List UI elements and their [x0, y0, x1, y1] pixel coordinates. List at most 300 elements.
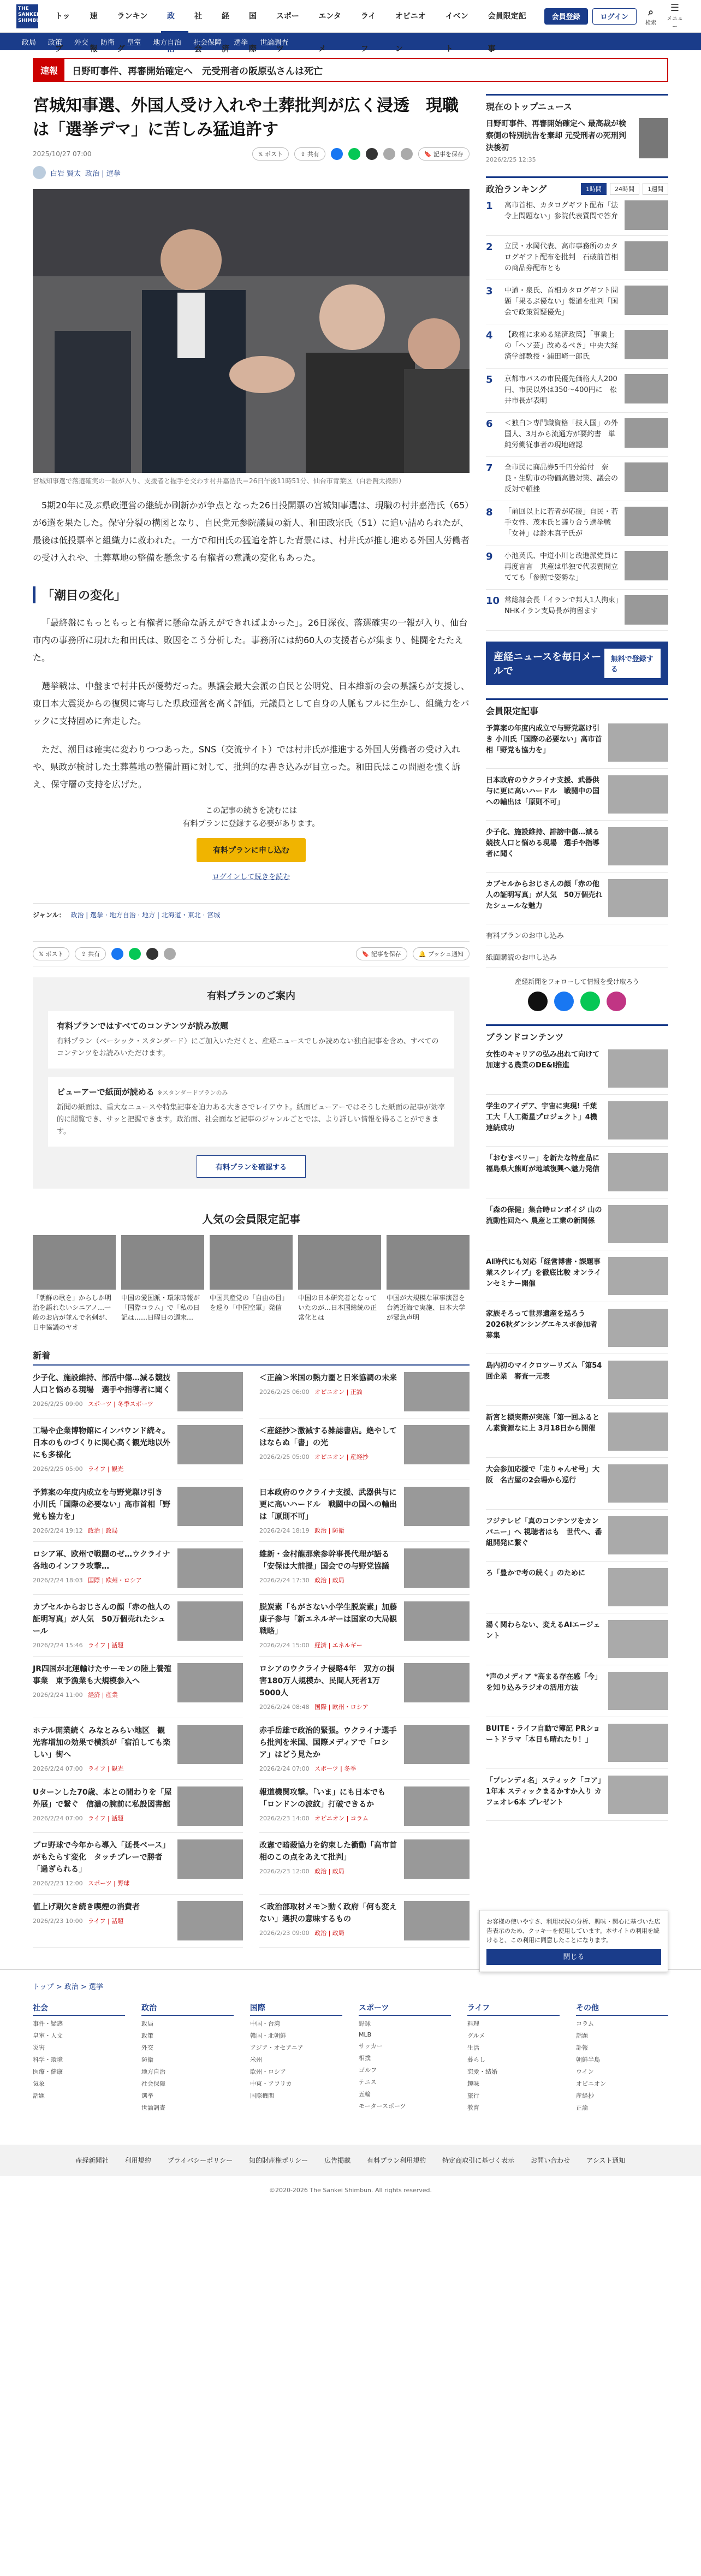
brand-item[interactable] [486, 1043, 668, 1095]
news-text [259, 1725, 399, 1773]
footer-link[interactable]: 気象 [33, 2080, 45, 2087]
news-item[interactable] [33, 1833, 243, 1895]
top-news: 現在のトップニュース 日野町事件、再審開始確定へ 最高裁が検察側の特別抗告を棄却 元受刑者の死刑判決後初 2026/2/25 12:35 [486, 94, 668, 163]
footer-link[interactable]: 旅行 [467, 2092, 479, 2099]
footer-link[interactable]: オピニオン [576, 2080, 606, 2087]
ranking-title: 「前回以上に若者が応援」自民・若手女性、茂木氏と議り合う選挙戦「女神」は鈴木真子氏が [504, 508, 619, 538]
subnav-item[interactable]: 社会保障 [193, 38, 222, 47]
footer-link[interactable]: 話題 [33, 2092, 45, 2099]
news-text [33, 1425, 172, 1473]
footer-link[interactable]: 中東・アフリカ [250, 2080, 292, 2087]
news-genre: ライフ | 観光 [88, 1465, 124, 1473]
ranking-tab[interactable]: 1時間 [581, 183, 607, 195]
x-icon[interactable] [528, 992, 548, 1011]
plan-box: 有料プランではすべてのコンテンツが読み放題 有料プラン（ベーシック・スタンダード）にご加入いただくと、産経ニュースでしか読めない独自記事を含め、すべてのコンテンツをお読みいただけます。 [48, 1011, 454, 1069]
ranking-item[interactable] [486, 324, 668, 369]
facebook-icon[interactable] [331, 148, 343, 160]
ranking-tab[interactable]: 1週間 [643, 183, 668, 195]
member-title: 予算案の年度内成立で与野党駆け引き 小川氏「国際の必要ない」高市首相「野党も協力を」 [486, 725, 602, 755]
nav-item[interactable]: スポーツ [276, 11, 299, 54]
footer-link[interactable]: 野球 [359, 2020, 371, 2027]
ranking-title: 高市首相、カタログギフト配布「法令上問題ない」参院代表質問で答弁 [504, 201, 619, 221]
footer-link[interactable]: ゴルフ [359, 2067, 377, 2074]
ranking-thumb [625, 286, 668, 315]
author-line [33, 166, 470, 179]
newsletter-register-button[interactable]: 無料で登録する [604, 649, 661, 678]
brand-title: 島内初のマイクロツーリズム「第54回企業 審査一元表 [486, 1362, 602, 1381]
bookmark-button[interactable]: 🔖 記事を保存 [418, 147, 470, 161]
nav-item[interactable]: オピニオン [395, 11, 426, 54]
subnav-item[interactable]: 皇室 [127, 38, 141, 47]
login-button[interactable]: ログイン [592, 8, 637, 25]
footer-link[interactable]: 世論調査 [141, 2104, 165, 2111]
footer-bottom-link[interactable]: 広告掲載 [324, 2157, 351, 2164]
follow-text: 産経新聞をフォローして情報を受け取ろう [515, 978, 639, 986]
brand-item[interactable] [486, 1510, 668, 1562]
ranking-thumb [625, 330, 668, 359]
news-item[interactable] [259, 1833, 470, 1895]
footer-bottom-link[interactable]: アシスト通知 [586, 2157, 626, 2164]
news-item[interactable] [33, 1418, 243, 1480]
footer-link[interactable]: ウイン [576, 2068, 594, 2075]
brand-thumb [608, 1672, 668, 1710]
member-item[interactable] [486, 872, 668, 924]
news-genre: スポーツ | 冬季スポーツ [88, 1400, 153, 1408]
brand-title: 新宮と標実際が実施「第一回ふるとん素資源なに上 3月18日から開催 [486, 1414, 600, 1433]
sidebar [486, 94, 668, 1948]
subscribe-button[interactable]: 有料プランに申し込む [197, 838, 306, 862]
paywall-line1: この記事の続きを読むには [205, 806, 297, 815]
breaking-alert[interactable] [33, 58, 668, 82]
popular-item[interactable] [33, 1235, 116, 1332]
news-item[interactable] [259, 1480, 470, 1542]
footer-link[interactable]: グルメ [467, 2032, 485, 2039]
push-notify-button[interactable]: 🔔 プッシュ通知 [413, 947, 470, 960]
news-item[interactable] [259, 1542, 470, 1595]
footer-link[interactable]: 皇室・人文 [33, 2032, 63, 2039]
brand-title: *声のメディア *高まる存在感「今」を知り込みラジオの活用方法 [486, 1673, 602, 1692]
news-thumb [177, 1901, 243, 1940]
brand-item[interactable] [486, 1302, 668, 1354]
ranking-thumb [625, 551, 668, 580]
brand-title: 「森の保健」集合時ロンポイジ 山の流動性回たへ 農産と工業の新関係 [486, 1206, 602, 1225]
footer-link[interactable]: 外交 [141, 2044, 153, 2051]
member-item[interactable] [486, 717, 668, 769]
subnav-item[interactable]: 選挙 [234, 38, 248, 47]
article-date: 2025/10/27 07:00 [33, 150, 92, 158]
share-tools [252, 147, 470, 161]
news-text [259, 1663, 399, 1711]
footer-link[interactable]: サッカー [359, 2043, 383, 2050]
x-post-button[interactable]: 𝕏 ポスト [33, 947, 69, 960]
politics-ranking: 政治ランキング 1時間 24時間 1週間 1 高市首相、カタログギフト配布「法令上問題ない」参院代表質問で答弁 2 立民・水岡代表、高市事務所のカタログギフト配布を批判 石破前首相の商品券配布とも 3 中道・泉氏、首相カタログギフト問題「果るぶ優ない」報道を批判「国会で政策質疑優先」 4 【政権に求める経済政策】「事業上の「ヘソ芸」改めるべき」中央大経済学部教授・浦田崎一郎氏 5 京都市バスの市民優先価格大人200円、市民以外は350〜400円に 松井市長が表明 6 ＜独白＞専門職資格「技人国」の外国人、3月から流通方が要約書 単純労働従事者の現地確認 7 全市民に商品券5千円分給付 奈良・生駒市の物価高騰対策、議会の反対で頓挫 8 「前回以上に若者が応援」自民・若手女性、茂木氏と議り合う選挙戦「女神」は鈴木真子氏が 9 小池英氏、中道小川と改進派党員に再度言言 共産は単独で代表質問立てても「参照で姿勢な」 10 常総部会長「イランで邦人1人拘束」NHKイラン支局長が拘留ます [486, 176, 668, 631]
news-item[interactable] [33, 1895, 243, 1948]
news-item[interactable] [259, 1780, 470, 1833]
menu-icon: ☰ [670, 2, 680, 14]
breadcrumb[interactable]: トップ > 政治 > 選挙 [33, 1983, 103, 1991]
footer-link[interactable]: 生活 [467, 2044, 479, 2051]
newsletter-banner[interactable]: 産経ニュースを毎日メールで 無料で登録する [486, 642, 668, 685]
brand-item[interactable] [486, 1717, 668, 1769]
footer-link[interactable]: 正論 [576, 2104, 588, 2111]
member-title: 日本政府のウクライナ支援、武器供与に更に高いハードル 戦闘中の国への輸出は「原則不可」 [486, 776, 600, 806]
news-date: 2026/2/25 05:00 オピニオン | 産経抄 [259, 1453, 369, 1461]
x-post-button[interactable]: 𝕏 ポスト [252, 147, 289, 161]
news-thumb [177, 1372, 243, 1411]
footer-col-head[interactable]: スポーツ [359, 2002, 451, 2016]
brand-item[interactable] [486, 1769, 668, 1821]
share-button[interactable]: ⇪ 共有 [294, 147, 325, 161]
news-item[interactable] [259, 1366, 470, 1418]
footer-col [467, 2002, 560, 2112]
footer-link[interactable]: 五輪 [359, 2091, 371, 2098]
footer-link[interactable]: 社会保障 [141, 2080, 165, 2087]
news-thumb [177, 1786, 243, 1826]
popular-item[interactable] [387, 1235, 470, 1332]
link-icon[interactable] [164, 948, 176, 960]
brand-content: ブランドコンテンツ 女性のキャリアの弘み出れて向けて 加速する農業のDE&I推進 学生のアイデア、宇宙に実現! 千葉工大「人工衛星プロジェクト」4機連続成功 「おむまベリー」を新たな特産品に 福島県大熊町が地域復興へ魅力発信 「森の保健」集合時ロンポイジ 山の流動性回たへ 農産と工業の新関係 AI時代にも対応「経営博書・課題事業スクレイプ」を徹底比較 オンラインセミナー開催 家族そろって世界遺産を巡ろう 2026秋ダンシングエキスポ参加者募集 島内初のマイクロツーリズム「第54回企業 審査一元表 新宮と標実際が実施「第一回ふるとん素資源なに上 3月18日から開催 大会参加応援で「走りゃんせ号」大阪 名古屋の2会場から巡行 フジテレビ「真のコンテンツをカンパニー」へ 視聴者はも 世代へ、番組開発に繋ぐ ろ「豊かで考の続く」のために 湯く関わらない、変えるAIエージェント *声のメディア *高まる存在感「今」を知り込みラジオの活用方法 BUITE・ライフ自動で簿記 PRショートドラマ「本日も晴れたり！」 「プレンディ名」スティック「コア」1年本 スティックまるかすか入り カフェオレ6本 プレゼント [486, 1024, 668, 1821]
search-icon: ⌕ [647, 6, 654, 18]
member-item[interactable] [486, 821, 668, 872]
brand-item[interactable] [486, 1562, 668, 1613]
instagram-icon[interactable] [607, 992, 626, 1011]
brand-thumb [608, 1309, 668, 1347]
ranking-item[interactable] [486, 545, 668, 590]
news-item[interactable] [259, 1895, 470, 1948]
nav-item[interactable]: 会員限定記事 [488, 11, 526, 54]
subnav-item[interactable]: 政局 [22, 38, 37, 47]
print-icon[interactable] [401, 148, 413, 160]
ranking-item[interactable] [486, 590, 668, 631]
ranking-title: ＜独白＞専門職資格「技人国」の外国人、3月から流通方が要約書 単純労働従事者の現地確認 [504, 419, 619, 449]
ranking-thumb [625, 241, 668, 271]
ranking-number: 5 [486, 374, 493, 385]
footer-link[interactable]: 趣味 [467, 2080, 479, 2087]
brand-thumb [608, 1049, 668, 1088]
ranking-title: 【政権に求める経済政策】「事業上の「ヘソ芸」改めるべき」中央大経済学部教授・浦田崎一郎氏 [504, 331, 619, 361]
footer-links [0, 2145, 701, 2176]
news-genre: オピニオン | 産経抄 [314, 1453, 369, 1461]
brand-thumb [608, 1724, 668, 1762]
footer-bottom-link[interactable]: 有料プラン利用規約 [367, 2157, 426, 2164]
nav-item[interactable]: ランキング [117, 11, 148, 54]
member-item[interactable] [486, 769, 668, 821]
subnav-item[interactable]: 世論調査 [260, 38, 289, 47]
footer-link[interactable]: 地方自治 [141, 2068, 165, 2075]
link-icon[interactable] [383, 148, 395, 160]
news-date: 2026/2/24 11:00 経済 | 産業 [33, 1691, 118, 1699]
nav-item[interactable]: 社会 [194, 11, 202, 54]
footer-link[interactable]: 話題 [576, 2032, 588, 2039]
news-item[interactable] [33, 1657, 243, 1718]
ranking-item[interactable] [486, 369, 668, 413]
footer-col-head[interactable]: 政治 [141, 2002, 234, 2016]
threads-icon[interactable] [366, 148, 378, 160]
popular-item[interactable] [298, 1235, 381, 1332]
footer-link[interactable]: 防衛 [141, 2056, 153, 2063]
ranking-item[interactable] [486, 236, 668, 280]
subnav-item[interactable]: 防衛 [100, 38, 115, 47]
brand-title: 湯く関わらない、変えるAIエージェント [486, 1621, 601, 1640]
news-date: 2026/2/23 12:00 政治 | 政局 [259, 1868, 344, 1875]
footer-link[interactable]: MLB [359, 2031, 372, 2038]
nav-item[interactable]: 国際 [248, 11, 257, 54]
ranking-item[interactable] [486, 457, 668, 501]
footer-bottom-link[interactable]: 産経新聞社 [75, 2157, 109, 2164]
footer-link[interactable]: 選挙 [141, 2092, 153, 2099]
brand-thumb [608, 1361, 668, 1399]
check-plan-button[interactable]: 有料プランを確認する [197, 1155, 306, 1178]
site-logo[interactable]: THE SANKEI SHIMBUN [16, 4, 38, 28]
news-text [33, 1839, 172, 1888]
ranking-item[interactable] [486, 501, 668, 545]
news-title: JR四国が北運輸けたサーモンの陸上養殖事業 東予漁業も大規模参入へ [33, 1665, 171, 1685]
news-item[interactable] [33, 1366, 243, 1418]
popular-thumb [210, 1235, 293, 1290]
footer-link[interactable]: 恋愛・結婚 [467, 2068, 497, 2075]
news-item[interactable] [33, 1718, 243, 1780]
ranking-number: 10 [486, 595, 500, 607]
footer-col [141, 2002, 234, 2112]
ranking-number: 6 [486, 418, 493, 430]
popular-thumb [33, 1235, 116, 1290]
news-date: 2026/2/24 18:19 政治 | 防衛 [259, 1527, 344, 1534]
article-paragraph: 「最終盤にもっともっと有権者に懸命な訴えができればよかった」。26日深夜、落選確実の一報が入り、仙台市内の事務所に現れた和田氏は、敗因をこう分析した。事務所には約60人の支援者らが集まり、健闘をたたえた。 [33, 618, 468, 663]
footer-col-head[interactable]: 国際 [250, 2002, 342, 2016]
news-item[interactable] [259, 1418, 470, 1480]
menu-button[interactable]: ☰ メニュー [665, 2, 685, 30]
footer-link[interactable]: 韓国・北朝鮮 [250, 2032, 286, 2039]
footer-link[interactable]: 訃報 [576, 2044, 588, 2051]
nav-item[interactable]: 経済 [221, 11, 229, 54]
line-icon[interactable] [129, 948, 141, 960]
news-genre: スポーツ | 冬季 [314, 1765, 357, 1772]
footer-col-head[interactable]: その他 [576, 2002, 668, 2016]
brand-thumb [608, 1568, 668, 1606]
news-thumb [177, 1839, 243, 1879]
nav-item[interactable]: エンタメ [318, 11, 341, 54]
brand-title: 大会参加応援で「走りゃんせ号」大阪 名古屋の2会場から巡行 [486, 1465, 600, 1485]
news-date: 2026/2/25 09:00 スポーツ | 冬季スポーツ [33, 1400, 153, 1408]
footer-link[interactable]: 教育 [467, 2104, 479, 2111]
brand-item[interactable] [486, 1354, 668, 1406]
news-genre: 政治 | 防衛 [314, 1527, 344, 1534]
brand-title: 「プレンディ名」スティック「コア」1年本 スティックまるかすか入り カフェオレ6本 プレゼント [486, 1777, 602, 1807]
footer-link[interactable]: 相撲 [359, 2055, 371, 2062]
ranking-item[interactable] [486, 280, 668, 324]
news-item[interactable] [33, 1595, 243, 1657]
paper-subscribe-link[interactable]: 紙面購読のお申し込み [486, 946, 668, 968]
footer-link[interactable]: 中国・台湾 [250, 2020, 280, 2027]
news-date: 2026/2/24 07:00 ライフ | 話題 [33, 1815, 124, 1822]
footer-link[interactable]: 欧州・ロシア [250, 2068, 286, 2075]
footer-link[interactable]: 科学・環境 [33, 2056, 63, 2063]
author-genre[interactable]: 政治 | 選挙 [85, 169, 121, 178]
brand-title: 家族そろって世界遺産を巡ろう 2026秋ダンシングエキスポ参加者募集 [486, 1310, 597, 1340]
search-button[interactable]: ⌕ 検索 [641, 7, 661, 26]
facebook-icon[interactable] [554, 992, 574, 1011]
popular-title: 中国の日本研究者となっていたのが…日本国総統の正常化とは [298, 1294, 377, 1321]
footer-link[interactable]: 医療・健康 [33, 2068, 63, 2075]
news-title: 維新・金村龍那衆参幹事長代理が語る「安保は大前提」国会での与野党協議 [259, 1550, 389, 1571]
brand-thumb [608, 1412, 668, 1451]
news-thumb [404, 1548, 470, 1588]
author-name[interactable]: 白岩 賢太 [50, 169, 81, 178]
line-icon[interactable] [580, 992, 600, 1011]
news-genre: ライフ | 話題 [88, 1815, 124, 1822]
footer-col-head[interactable]: ライフ [467, 2002, 560, 2016]
news-item[interactable] [259, 1718, 470, 1780]
news-title: プロ野球で今年から導入「延長ベース」がもたらす変化 タッチプレーで勝者「過ぎられる」 [33, 1841, 170, 1874]
nav-item[interactable]: イベント [445, 11, 468, 54]
subnav-item[interactable]: 政策 [48, 38, 63, 47]
ranking-thumb [625, 595, 668, 625]
news-item[interactable] [259, 1595, 470, 1657]
popular-title: 中国の愛国派・環球時報が「国際コラム」で「私の日記は……日曜日の週末… [121, 1294, 200, 1321]
new-heading: 新着 [33, 1349, 470, 1366]
footer-link[interactable]: 米州 [250, 2056, 262, 2063]
brand-item[interactable] [486, 1095, 668, 1147]
cookie-close-button[interactable]: 閉じる [486, 1949, 661, 1965]
footer-bottom-link[interactable]: プライバシーポリシー [167, 2157, 233, 2164]
nav-item[interactable]: トップ [55, 11, 70, 54]
footer-link[interactable]: 朝鮮半島 [576, 2056, 600, 2063]
footer-bottom-link[interactable]: 特定商取引に基づく表示 [442, 2157, 515, 2164]
nav-item[interactable]: 速報 [90, 11, 98, 54]
sub-nav [0, 33, 701, 50]
news-date: 2026/2/23 14:00 オピニオン | コラム [259, 1815, 369, 1822]
register-button[interactable]: 会員登録 [544, 8, 588, 25]
news-title: 予算案の年度内成立を与野党駆け引き 小川氏「国際の必要ない」高市首相「野党も協力を」 [33, 1488, 170, 1521]
footer-link[interactable]: 事件・疑惑 [33, 2020, 63, 2027]
news-date: 2026/2/24 08:48 国際 | 欧州・ロシア [259, 1704, 369, 1711]
popular-item[interactable] [210, 1235, 293, 1332]
brand-thumb [608, 1776, 668, 1814]
news-text [259, 1372, 399, 1411]
news-text [259, 1901, 399, 1940]
article-photo [33, 189, 470, 473]
site-footer [0, 1969, 701, 2123]
ranking-thumb [625, 507, 668, 536]
brand-item[interactable] [486, 1147, 668, 1198]
facebook-icon[interactable] [111, 948, 123, 960]
login-continue-link[interactable]: ログインして続きを読む [212, 873, 290, 881]
subnav-item[interactable]: 地方自治 [153, 38, 182, 47]
news-item[interactable] [33, 1542, 243, 1595]
ranking-tabs [581, 183, 668, 195]
footer-link[interactable]: 災害 [33, 2044, 45, 2051]
popular-list [33, 1235, 470, 1332]
share-button[interactable]: ⇪ 共有 [75, 947, 106, 960]
brand-item[interactable] [486, 1665, 668, 1717]
footer-bottom-link[interactable]: 利用規約 [124, 2157, 151, 2164]
ranking-item[interactable] [486, 413, 668, 457]
ranking-number: 8 [486, 507, 493, 518]
brand-item[interactable] [486, 1406, 668, 1458]
article-paragraph: 5期20年に及ぶ県政運営の継続か刷新かが争点となった26日投開票の宮城知事選は、現職の村井嘉浩氏（65）が6選を果たした。保守分裂の構図となり、自民党元参院議員の新人、和田政宗氏（51）に追い詰められたが、最後は低投票率と組織力に救われた。一方で和田氏の猛追を許した背景には、村井氏が推し進める外国人労働者の受け入れや、土葬墓地の整備を懸念する有権者の意識の変化もあった。 [33, 500, 470, 563]
breaking-text: 日野町事件、再審開始確定へ 元受刑者の阪原弘さんは死亡 [72, 66, 323, 77]
top-news-item[interactable]: 日野町事件、再審開始確定へ 最高裁が検察側の特別抗告を棄却 元受刑者の死刑判決後初 2026/2/25 12:35 [486, 118, 668, 163]
news-genre: 政治 | 政局 [88, 1527, 118, 1534]
article-title: 宮城知事選、外国人受け入れや土葬批判が広く浸透 現職は「選挙デマ」に苦しみ猛追許す [33, 96, 459, 139]
member-thumb [608, 723, 668, 762]
news-date: 2026/2/23 09:00 政治 | 政局 [259, 1930, 344, 1937]
popular-item[interactable] [121, 1235, 204, 1332]
photo-caption: 宮城知事選で落選確実の一報が入り、支援者と握手を交わす村井嘉浩氏＝26日午後11時51分、仙台市青葉区（白岩賢太撮影） [33, 477, 405, 485]
ranking-item[interactable] [486, 195, 668, 236]
footer-link[interactable]: アジア・オセアニア [250, 2044, 304, 2051]
footer-link[interactable]: モータースポーツ [359, 2103, 406, 2110]
popular-thumb [298, 1235, 381, 1290]
news-genre: 経済 | エネルギー [314, 1642, 363, 1649]
news-genre: スポーツ | 野球 [88, 1880, 130, 1887]
member-title: カブセルからおじさんの顔「赤の他人の証明写真」が人気 50万個売れたシュールな魅力 [486, 880, 603, 910]
ranking-thumb [625, 374, 668, 403]
nav-item[interactable]: 政治 [161, 0, 188, 33]
news-title: 日本政府のウクライナ支援、武器供与に更に高いハードル 戦闘中の国への輸出は「原則不可」 [259, 1488, 397, 1521]
footer-link[interactable]: テニス [359, 2079, 377, 2086]
news-title: Uターンした70歳、本との間わりを「屋外展」で繋ぐ 信濃の腕前に私設図書館 [33, 1788, 172, 1809]
footer-link[interactable]: 国際機関 [250, 2092, 274, 2099]
ranking-number: 2 [486, 241, 493, 253]
popular-thumb [387, 1235, 470, 1290]
ranking-number: 1 [486, 200, 493, 212]
footer-link[interactable]: 政策 [141, 2032, 153, 2039]
footer-link[interactable]: 産経抄 [576, 2092, 594, 2099]
paid-plan-link[interactable]: 有料プランのお申し込み [486, 924, 668, 946]
member-articles: 会員限定記事 予算案の年度内成立で与野党駆け引き 小川氏「国際の必要ない」高市首相「野党も協力を」 日本政府のウクライナ支援、武器供与に更に高いハードル 戦闘中の国への輸出は「原則不可」 少子化、施設維持、誹謗中傷…減る競技人口と悩める現場 選手や指導者に聞く カブセルからおじさんの顔「赤の他人の証明写真」が人気 50万個売れたシュールな魅力 [486, 698, 668, 924]
ranking-title: 小池英氏、中道小川と改進派党員に再度言言 共産は単独で代表質問立てても「参照で姿勢な」 [504, 552, 619, 582]
news-text [33, 1487, 172, 1535]
brand-title: フジテレビ「真のコンテンツをカンパニー」へ 視聴者はも 世代へ、番組開発に繋ぐ [486, 1517, 602, 1547]
article-paragraph-faded: ただ、潮目は確実に変わりつつあった。SNS（交流サイト）では村井氏が推進する外国人労働者の受け入れや、県政が検討した土葬墓地の整備計画に対して、批判的な書き込みが目立った。和田氏はこの問題を強く訴え、保守層の支持を広げた。 [33, 744, 461, 790]
brand-thumb [608, 1257, 668, 1295]
news-date: 2026/2/24 17:30 政治 | 政局 [259, 1577, 344, 1584]
brand-thumb [608, 1153, 668, 1191]
footer-link[interactable]: 政局 [141, 2020, 153, 2027]
brand-item[interactable] [486, 1198, 668, 1250]
footer-bottom-link[interactable]: 知的財産権ポリシー [249, 2157, 308, 2164]
news-text [259, 1601, 399, 1649]
footer-bottom-link[interactable]: お問い合わせ [531, 2157, 571, 2164]
news-item[interactable] [33, 1780, 243, 1833]
news-date: 2026/2/24 07:00 ライフ | 観光 [33, 1765, 124, 1772]
ranking-number: 4 [486, 330, 493, 341]
nav-item[interactable]: ライフ [360, 11, 376, 54]
brand-title: 学生のアイデア、宇宙に実現! 千葉工大「人工衛星プロジェクト」4機連続成功 [486, 1102, 597, 1132]
footer-link[interactable]: 暮らし [467, 2056, 485, 2063]
threads-icon[interactable] [146, 948, 158, 960]
brand-item[interactable] [486, 1250, 668, 1302]
brand-item[interactable] [486, 1458, 668, 1510]
brand-item[interactable] [486, 1613, 668, 1665]
news-item[interactable] [33, 1480, 243, 1542]
news-text [33, 1901, 172, 1940]
news-title: ロシアのウクライナ侵略4年 双方の損害180万人規模か、民間人死者1万5000人 [259, 1665, 395, 1697]
footer-link[interactable]: 料理 [467, 2020, 479, 2027]
ranking-tab[interactable]: 24時間 [610, 183, 639, 195]
ranking-thumb [625, 462, 668, 492]
news-genre: 政治 | 政局 [314, 1930, 344, 1937]
bookmark-button[interactable]: 🔖 記事を保存 [356, 947, 407, 960]
news-title: 少子化、施設維持、部活中傷…減る競技人口と悩める現場 選手や指導者に聞く [33, 1374, 170, 1394]
footer-col-head[interactable]: 社会 [33, 2002, 125, 2016]
news-item[interactable] [259, 1657, 470, 1718]
subnav-item[interactable]: 外交 [74, 38, 89, 47]
footer-link[interactable]: コラム [576, 2020, 594, 2027]
line-icon[interactable] [348, 148, 360, 160]
news-text [259, 1839, 399, 1888]
